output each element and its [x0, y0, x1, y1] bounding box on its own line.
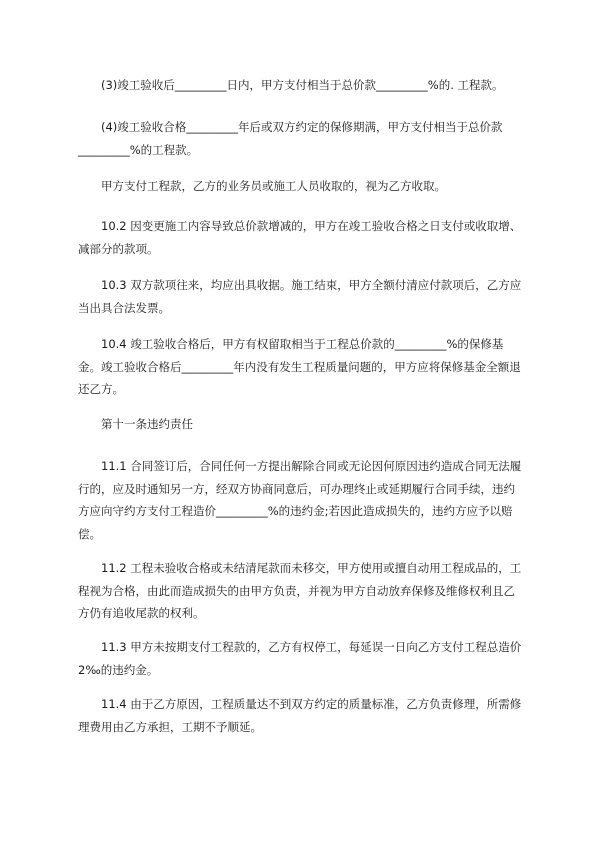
- clause-11-1: 11.1 合同签订后，合同任何一方提出解除合同或无论因何原因违约造成合同无法履行的，应及时通知另一方，经双方协商同意后，可办理终止或延期履行合同手续，违约方应向守约方支付工程造价_________%的违约金;若因此造成损失的，违约方应予以赔偿。: [78, 459, 522, 541]
- clause-10-1-3: (3)竣工验收后_________日内，甲方支付相当于总价款_________%的. 工程款。: [101, 78, 504, 92]
- clause-10-2: 10.2 因变更施工内容导致总价款增减的，甲方在竣工验收合格之日支付或收取增、减部分的款项。: [78, 219, 522, 256]
- clause-11-2: 11.2 工程未验收合格或未结清尾款而未移交，甲方使用或擅自动用工程成品的，工程视为合格，由此而造成损失的由甲方负责，并视为甲方自动放弃保修及维修权利且乙方仍有追收尾款的权利。: [78, 561, 522, 620]
- clause-11-3: 11.3 甲方未按期支付工程款的，乙方有权停工，每延误一日向乙方支付工程总造价 2‰的违约金。: [78, 640, 525, 677]
- clause-10-3: 10.3 双方款项往来，均应出具收据。施工结束，甲方全额付清应付款项后，乙方应当出具合法发票。: [78, 278, 522, 315]
- payment-receipt-note: 甲方支付工程款，乙方的业务员或施工人员收取的，视为乙方收取。: [101, 179, 446, 193]
- clause-10-4: 10.4 竣工验收合格后，甲方有权留取相当于工程总价款的_________%的保修基金。竣工验收合格后_________年内没有发生工程质量问题的，甲方应将保修基金全额退还乙方。: [78, 337, 521, 396]
- clause-10-1-4: (4)竣工验收合格_________年后或双方约定的保修期满，甲方支付相当于总价款_________%的工程款。: [78, 120, 503, 157]
- clause-11-4: 11.4 由于乙方原因，工程质量达不到双方约定的质量标准，乙方负责修理，所需修理费用由乙方承担，工期不予顺延。: [78, 697, 522, 734]
- section-heading-article-11: 第十一条违约责任: [101, 417, 193, 431]
